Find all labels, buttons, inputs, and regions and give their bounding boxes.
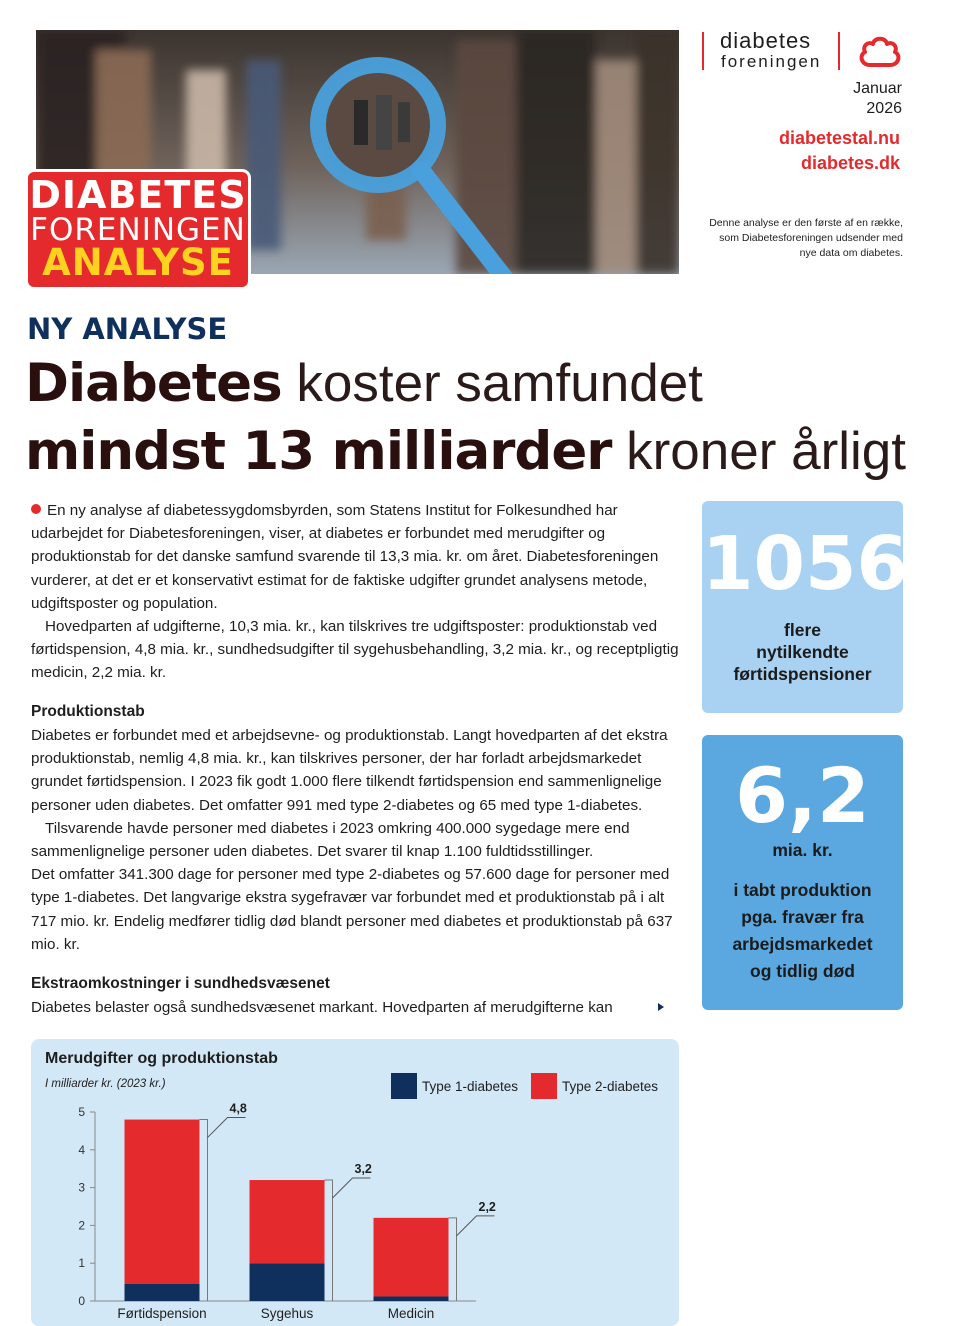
stat2-unit: mia. kr. (772, 840, 833, 860)
badge-line3: ANALYSE (42, 241, 234, 284)
analysis-badge (28, 172, 248, 287)
section1-text (31, 724, 681, 956)
logo-divider-right (838, 32, 840, 70)
x-category-label: Førtidspension (117, 1306, 207, 1321)
y-tick-label: 0 (78, 1294, 85, 1308)
bar-segment-type1 (374, 1296, 449, 1301)
stat2-label (702, 877, 903, 985)
legend-swatch (531, 1073, 557, 1099)
logo-text-line1: diabetes (720, 28, 812, 53)
bar-frame (449, 1218, 457, 1301)
headline-line1 (25, 354, 703, 414)
headline-line2-bold: mindst 13 milliarder (25, 421, 612, 482)
legend-label: Type 2-diabetes (562, 1079, 659, 1094)
total-label: 3,2 (354, 1162, 372, 1177)
intro-paragraph-2: Hovedparten af udgifterne, 10,3 mia. kr., kan tilskrives tre udgiftsposter: produktionstab ved førtidspension, 4,8 mia. kr., sundhedsudgifter til sygehusbehandling, 3,2 mia. kr., og receptpligtig medicin, 2,2 mia. kr. (31, 618, 679, 682)
headline-line1-light: koster samfundet (296, 354, 703, 413)
stat1-label (702, 619, 903, 685)
y-tick-label: 2 (78, 1218, 85, 1233)
stat-box-production (702, 735, 903, 1010)
section2-paragraph: Diabetes belaster også sundhedsvæsenet markant. Hovedparten af merudgifterne kan (31, 999, 613, 1016)
stacked-bar-chart (31, 1039, 679, 1326)
x-category-label: Medicin (387, 1306, 435, 1321)
logo-text-line2: foreningen (721, 52, 822, 71)
stat2-number: 6,2 (735, 751, 870, 840)
intro-paragraph-1: En ny analyse af diabetessygdomsbyrden, som Statens Institut for Folkesundhed har udarbejdet for Diabetesforeningen, viser, at diabetes er forbundet med merudgifter og produktionstab for det danske samfund svarende til 13,3 mia. kr. om året. Diabetesforeningen vurderer, at det er et konservativt estimat for de faktiske udgifter grundet analysens metode, udgiftsposter og population. (31, 502, 659, 612)
link-diabetes-dk[interactable]: diabetes.dk (800, 153, 900, 173)
total-label: 4,8 (229, 1101, 247, 1116)
stat2-label-line: og tidlig død (750, 961, 855, 981)
stat1-number: 1056 (702, 521, 908, 607)
bar-segment-type1 (250, 1263, 325, 1301)
section1-paragraph-3: Det omfatter 341.300 dage for personer med type 2-diabetes og 57.600 dage for personer med type 1-diabetes. Det langvarige ekstra sygefravær var forbundet med et produktionstab på i alt 717 mio. kr. Endelig medfører tidlig død blandt personer med diabetes et produktionstab på 637 mio. kr. (31, 866, 673, 953)
chart-unit-label: I milliarder kr. (2023 kr.) (45, 1078, 166, 1090)
section1-paragraph-2: Tilsvarende havde personer med diabetes i 2023 omkring 400.000 sygedage mere end sammenlignelige personer uden diabetes. Det svarer til knap 1.100 fuldtidsstillinger. (31, 819, 630, 861)
series-note: Denne analyse er den første af en række, som Diabetesforeningen udsender med nye data om diabetes. (709, 217, 903, 259)
bar-frame (325, 1180, 333, 1301)
headline-line1-bold: Diabetes (25, 353, 282, 414)
stat2-label-line: arbejdsmarkedet (732, 934, 873, 954)
leader-line (208, 1118, 246, 1138)
y-tick-label: 3 (78, 1180, 85, 1195)
bar-frame (200, 1120, 208, 1301)
bar-segment-type1 (125, 1284, 200, 1301)
logo-cloud-icon (856, 33, 904, 74)
stat1-label-line: nytilkendte (756, 642, 849, 662)
stat2-label-line: pga. fravær fra (741, 907, 864, 927)
headline-line2-light: kroner årligt (626, 422, 906, 481)
y-tick-label: 4 (78, 1142, 85, 1157)
stat1-label-line: førtidspensioner (733, 664, 872, 684)
date-month: Januar (853, 80, 902, 97)
legend-swatch (391, 1073, 417, 1099)
intro-text (31, 499, 681, 685)
section2-heading: Ekstraomkostninger i sundhedsvæsenet (31, 975, 330, 992)
leader-line (333, 1178, 371, 1198)
date-year: 2026 (866, 100, 902, 117)
link-diabetestal[interactable]: diabetestal.nu (778, 128, 900, 148)
logo-divider (702, 32, 704, 70)
bar-segment-type2 (250, 1180, 325, 1263)
kicker: NY ANALYSE (27, 312, 228, 346)
chart-title: Merudgifter og produktionstab (45, 1050, 278, 1067)
legend-label: Type 1-diabetes (422, 1079, 519, 1094)
stat1-label-line: flere (784, 620, 821, 640)
bar-segment-type2 (125, 1120, 200, 1284)
section1-paragraph-1: Diabetes er forbundet med et arbejdsevne- og produktionstab. Langt hovedparten af det ekstra produktionstab, nemlig 4,8 mia. kr., kan tilskrives personer, der har forladt arbejdsmarkedet grundet førtidspension. I 2023 fik godt 1.000 flere tilkendt førtidspension end sammenlignelige personer uden diabetes. Det omfatter 991 med type 2-diabetes og 65 med type 1-diabetes. (31, 727, 668, 814)
total-label: 2,2 (478, 1199, 496, 1214)
bar-segment-type2 (374, 1218, 449, 1297)
stat-box-pensions (702, 501, 908, 713)
headline-line2 (25, 422, 906, 482)
stat2-label-line: i tabt produktion (733, 880, 872, 900)
badge-line1: DIABETES (29, 173, 247, 217)
y-tick-label: 1 (78, 1256, 85, 1271)
bullet-dot-icon (31, 504, 41, 514)
y-tick-label: 5 (78, 1105, 85, 1119)
badge-line2: FORENINGEN (30, 212, 246, 248)
continue-arrow-icon (658, 1003, 664, 1011)
x-category-label: Sygehus (260, 1306, 314, 1321)
leader-line (457, 1216, 495, 1236)
section1-heading: Produktionstab (31, 703, 145, 720)
